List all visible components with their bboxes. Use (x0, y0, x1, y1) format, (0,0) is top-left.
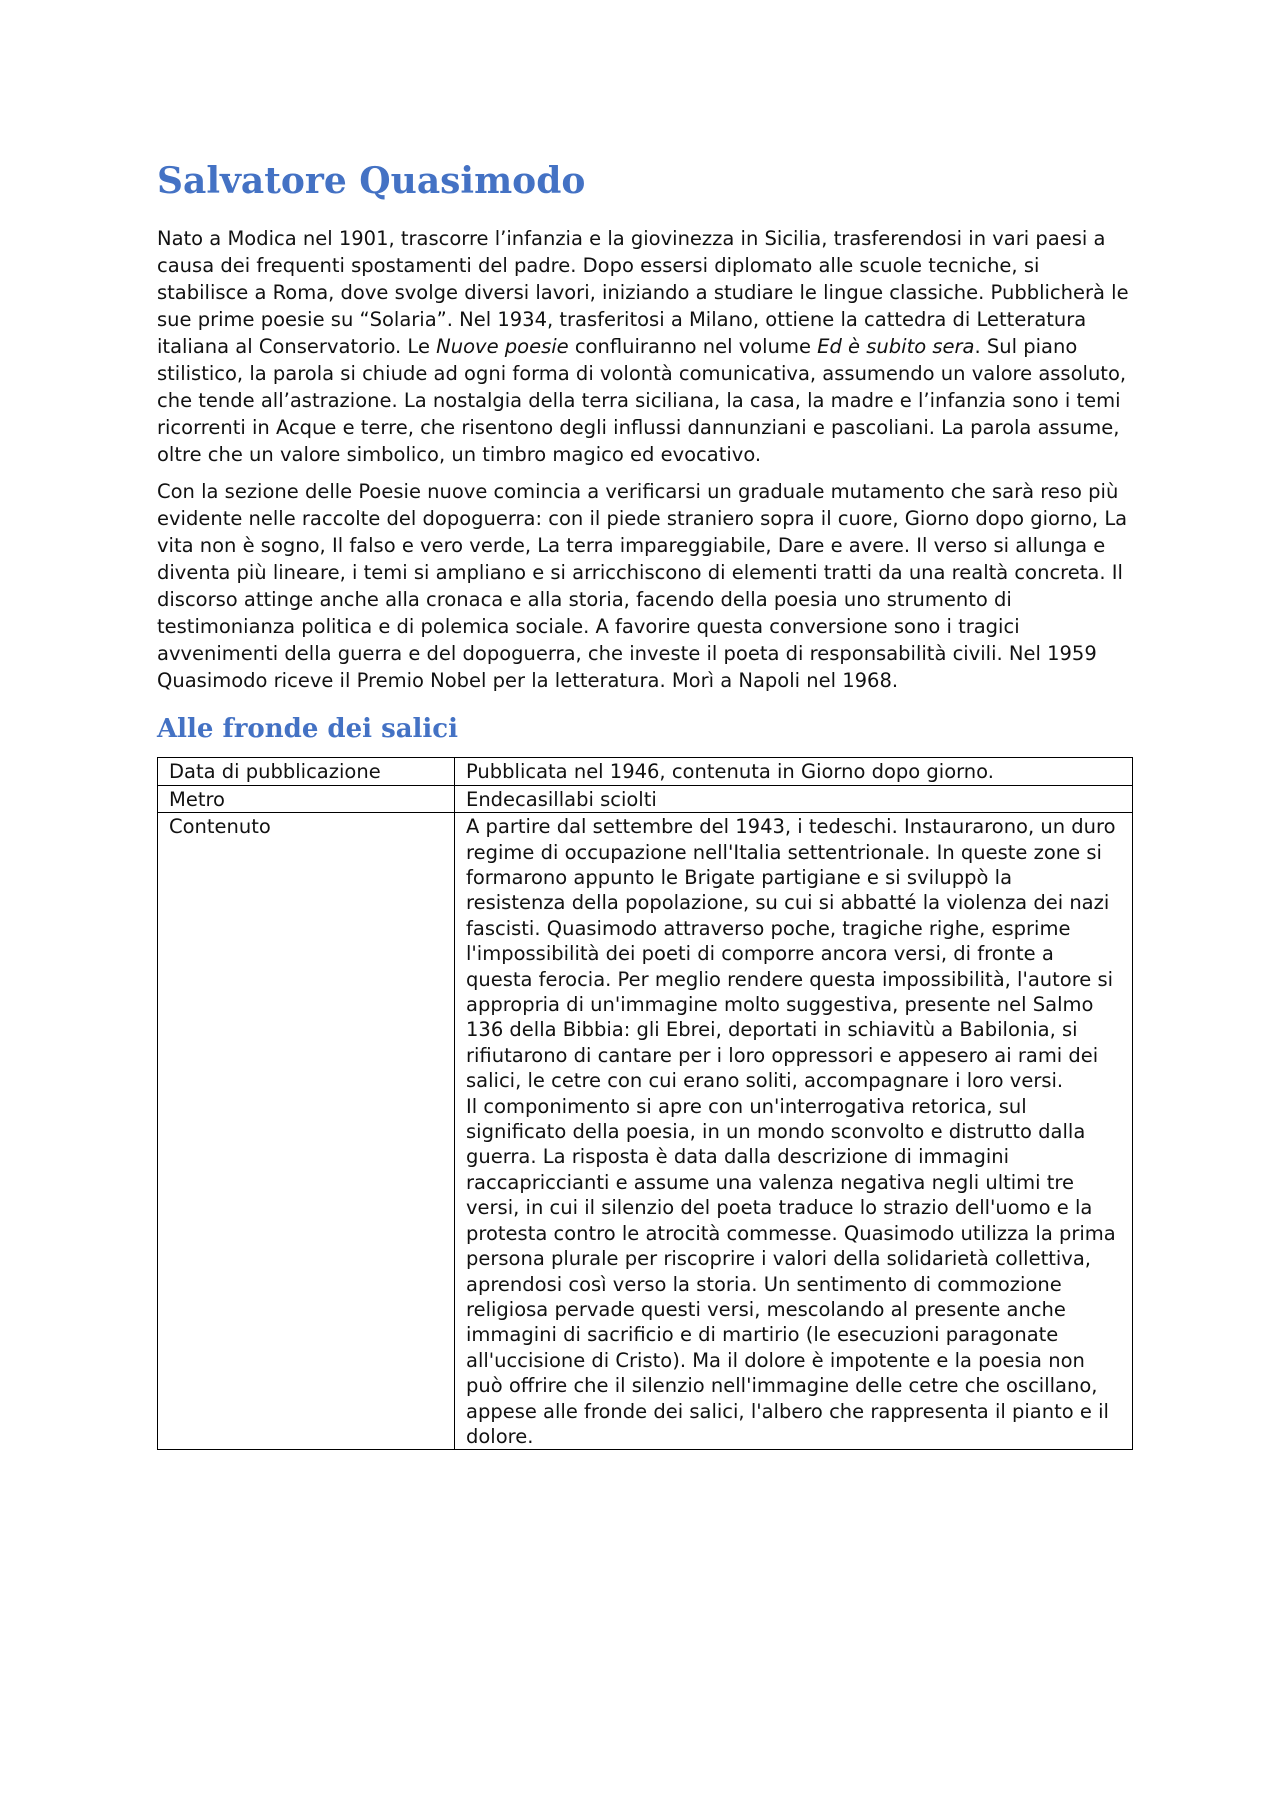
section-title: Alle fronde dei salici (157, 714, 459, 745)
intro-paragraph-1 (157, 225, 1133, 468)
italic-title-ed-e-subito-sera: Ed è subito sera (817, 335, 975, 359)
document-page (157, 150, 1133, 1450)
intro-text: confluiranno nel volume (568, 335, 818, 359)
table-cell-label: Data di pubblicazione (158, 758, 455, 785)
content-paragraph: A partire dal settembre del 1943, i tedeschi. Instaurarono, un duro regime di occupazione nell'Italia settentrionale. In queste zone si formarono appunto le Brigate partigiane e si sviluppò la resistenza della popolazione, su cui si abbatté la violenza dei nazi fascisti. Quasimodo attraverso poche, tragiche righe, esprime l'impossibilità dei poeti di comporre ancora versi, di fronte a questa ferocia. Per meglio rendere questa impossibilità, l'autore si appropria di un'immagine molto suggestiva, presente nel Salmo 136 della Bibbia: gli Ebrei, deportati in schiavitù a Babilonia, si rifiutarono di cantare per i loro oppressori e appesero ai rami dei salici, le cetre con cui erano soliti, accompagnare i loro versi. (466, 815, 1116, 1093)
intro-text: Nato a Modica nel 1901, trascorre l’infanzia e la giovinezza in Sicilia, trasferendosi in vari paesi a causa dei frequenti spostamenti del padre. Dopo essersi diplomato alle scuole tecniche, si stabilisce a Roma, dove svolge diversi lavori, iniziando a studiare le lingue classiche. Pubblicherà le sue prime poesie su “Solaria”. Nel 1934, trasferitosi a Milano, ottiene la cattedra di Letteratura italiana al Conservatorio. Le (157, 227, 1129, 359)
intro-text: . Sul piano stilistico, la parola si chiude ad ogni forma di volontà comunicativa, assumendo un valore assoluto, che tende all’astrazione. La nostalgia della terra siciliana, la casa, la madre e l’infanzia sono i temi ricorrenti in Acque e terre, che risentono degli influssi dannunziani e pascoliani. La parola assume, oltre che un valore simbolico, un timbro magico ed evocativo. (157, 335, 1127, 467)
table-cell-value (455, 813, 1133, 1450)
table-row (158, 813, 1133, 1450)
intro-paragraph-2: Con la sezione delle Poesie nuove comincia a verificarsi un graduale mutamento che sarà reso più evidente nelle raccolte del dopoguerra: con il piede straniero sopra il cuore, Giorno dopo giorno, La vita non è sogno, Il falso e vero verde, La terra impareggiabile, Dare e avere. Il verso si allunga e diventa più lineare, i temi si ampliano e si arricchiscono di elementi tratti da una realtà concreta. Il discorso attinge anche alla cronaca e alla storia, facendo della poesia uno strumento di testimonianza politica e di polemica sociale. A favorire questa conversione sono i tragici avvenimenti della guerra e del dopoguerra, che investe il poeta di responsabilità civili. Nel 1959 Quasimodo riceve il Premio Nobel per la letteratura. Morì a Napoli nel 1968. (157, 480, 1128, 693)
table-row (158, 785, 1133, 812)
poem-info-table (157, 757, 1133, 1450)
table-cell-value: Endecasillabi sciolti (455, 785, 1133, 812)
table-cell-label: Metro (158, 785, 455, 812)
table-cell-label: Contenuto (158, 813, 455, 1450)
content-paragraph: Il componimento si apre con un'interrogativa retorica, sul significato della poesia, in un mondo sconvolto e distrutto dalla guerra. La risposta è data dalla descrizione di immagini raccapriccianti e assume una valenza negativa negli ultimi tre versi, in cui il silenzio del poeta traduce lo strazio dell'uomo e la protesta contro le atrocità commesse. Quasimodo utilizza la prima persona plurale per riscoprire i valori della solidarietà collettiva, aprendosi così verso la storia. Un sentimento di commozione religiosa pervade questi versi, mescolando al presente anche immagini di sacrificio e di martirio (le esecuzioni paragonate all'uccisione di Cristo). Ma il dolore è impotente e la poesia non può offrire che il silenzio nell'immagine delle cetre che oscillano, appese alle fronde dei salici, l'albero che rappresenta il pianto e il dolore. (466, 1094, 1116, 1448)
italic-title-nuove-poesie: Nuove poesie (436, 335, 569, 359)
table-row (158, 758, 1133, 785)
page-title: Salvatore Quasimodo (157, 160, 586, 202)
table-cell-value: Pubblicata nel 1946, contenuta in Giorno dopo giorno. (455, 758, 1133, 785)
